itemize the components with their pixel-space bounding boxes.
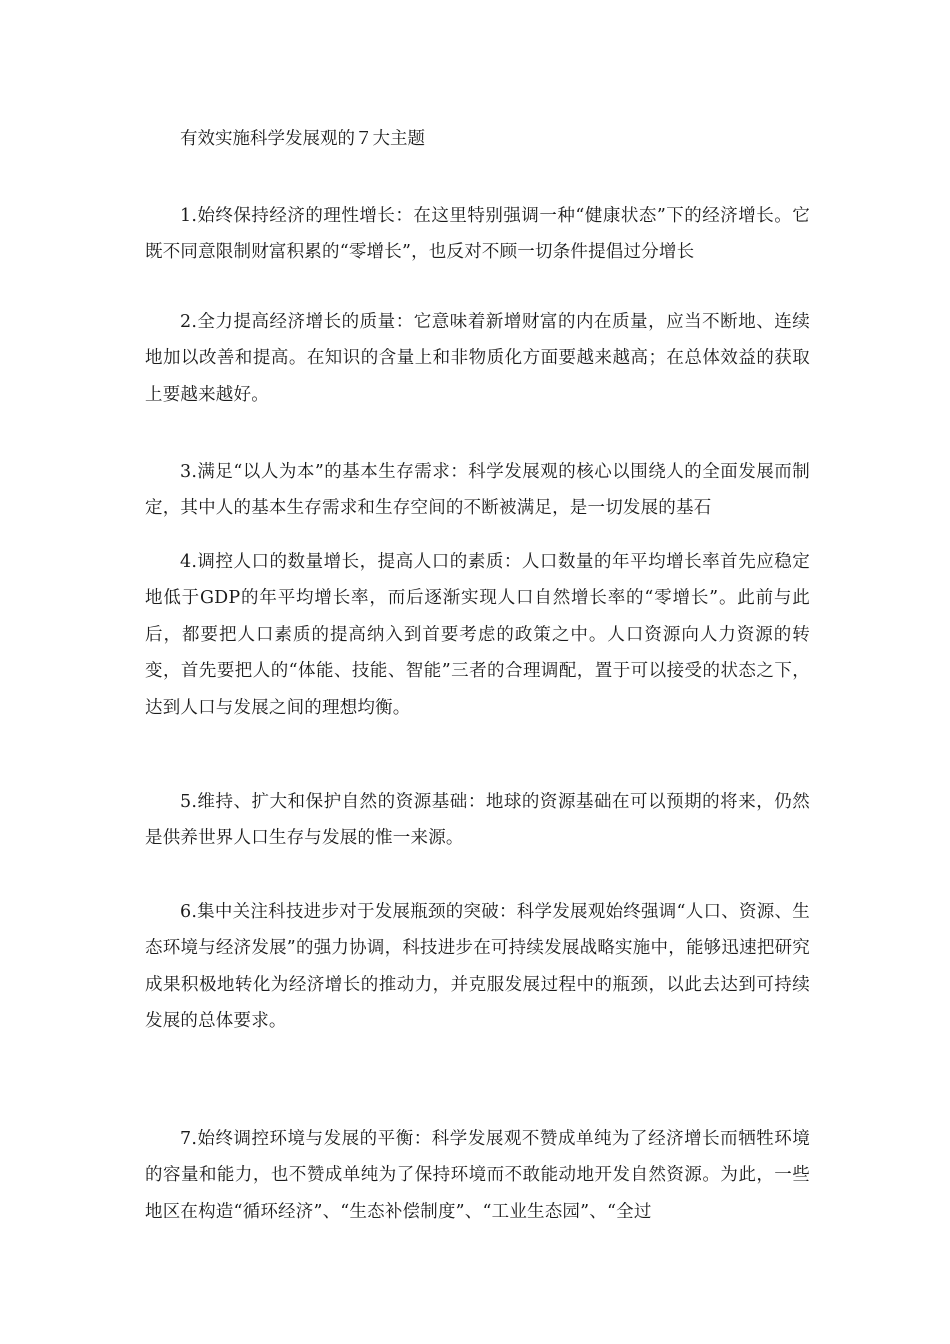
paragraph-3: 3.满足“以人为本”的基本生存需求：科学发展观的核心以围绕人的全面发展而制定，其中人的基本生存需求和生存空间的不断被满足，是一切发展的基石 [145, 461, 810, 518]
document-title: 有效实施科学发展观的７大主题 [180, 129, 425, 149]
paragraph-7: 7.始终调控环境与发展的平衡：科学发展观不赞成单纯为了经济增长而牺牲环境的容量和能力，也不赞成单纯为了保持环境而不敢能动地开发自然资源。为此，一些地区在构造“循环经济”、“生态补偿制度”、“工业生态园”、“全过 [145, 1128, 810, 1222]
paragraph-6: 6.集中关注科技进步对于发展瓶颈的突破：科学发展观始终强调“人口、资源、生态环境与经济发展”的强力协调，科技进步在可持续发展战略实施中，能够迅速把研究成果积极地转化为经济增长的推动力，并克服发展过程中的瓶颈，以此去达到可持续发展的总体要求。 [145, 901, 810, 1031]
paragraph-4: 4.调控人口的数量增长，提高人口的素质：人口数量的年平均增长率首先应稳定地低于GDP的年平均增长率，而后逐渐实现人口自然增长率的“零增长”。此前与此后，都要把人口素质的提高纳入到首要考虑的政策之中。人口资源向人力资源的转变，首先要把人的“体能、技能、智能”三者的合理调配，置于可以接受的状态之下，达到人口与发展之间的理想均衡。 [145, 551, 810, 718]
paragraph-5: 5.维持、扩大和保护自然的资源基础：地球的资源基础在可以预期的将来，仍然是供养世界人口生存与发展的惟一来源。 [145, 791, 810, 848]
paragraph-2: 2.全力提高经济增长的质量：它意味着新增财富的内在质量，应当不断地、连续地加以改善和提高。在知识的含量上和非物质化方面要越来越高；在总体效益的获取上要越来越好。 [145, 311, 810, 405]
paragraph-1: 1.始终保持经济的理性增长：在这里特别强调一种“健康状态”下的经济增长。它既不同意限制财富积累的“零增长”，也反对不顾一切条件提倡过分增长 [145, 205, 810, 262]
